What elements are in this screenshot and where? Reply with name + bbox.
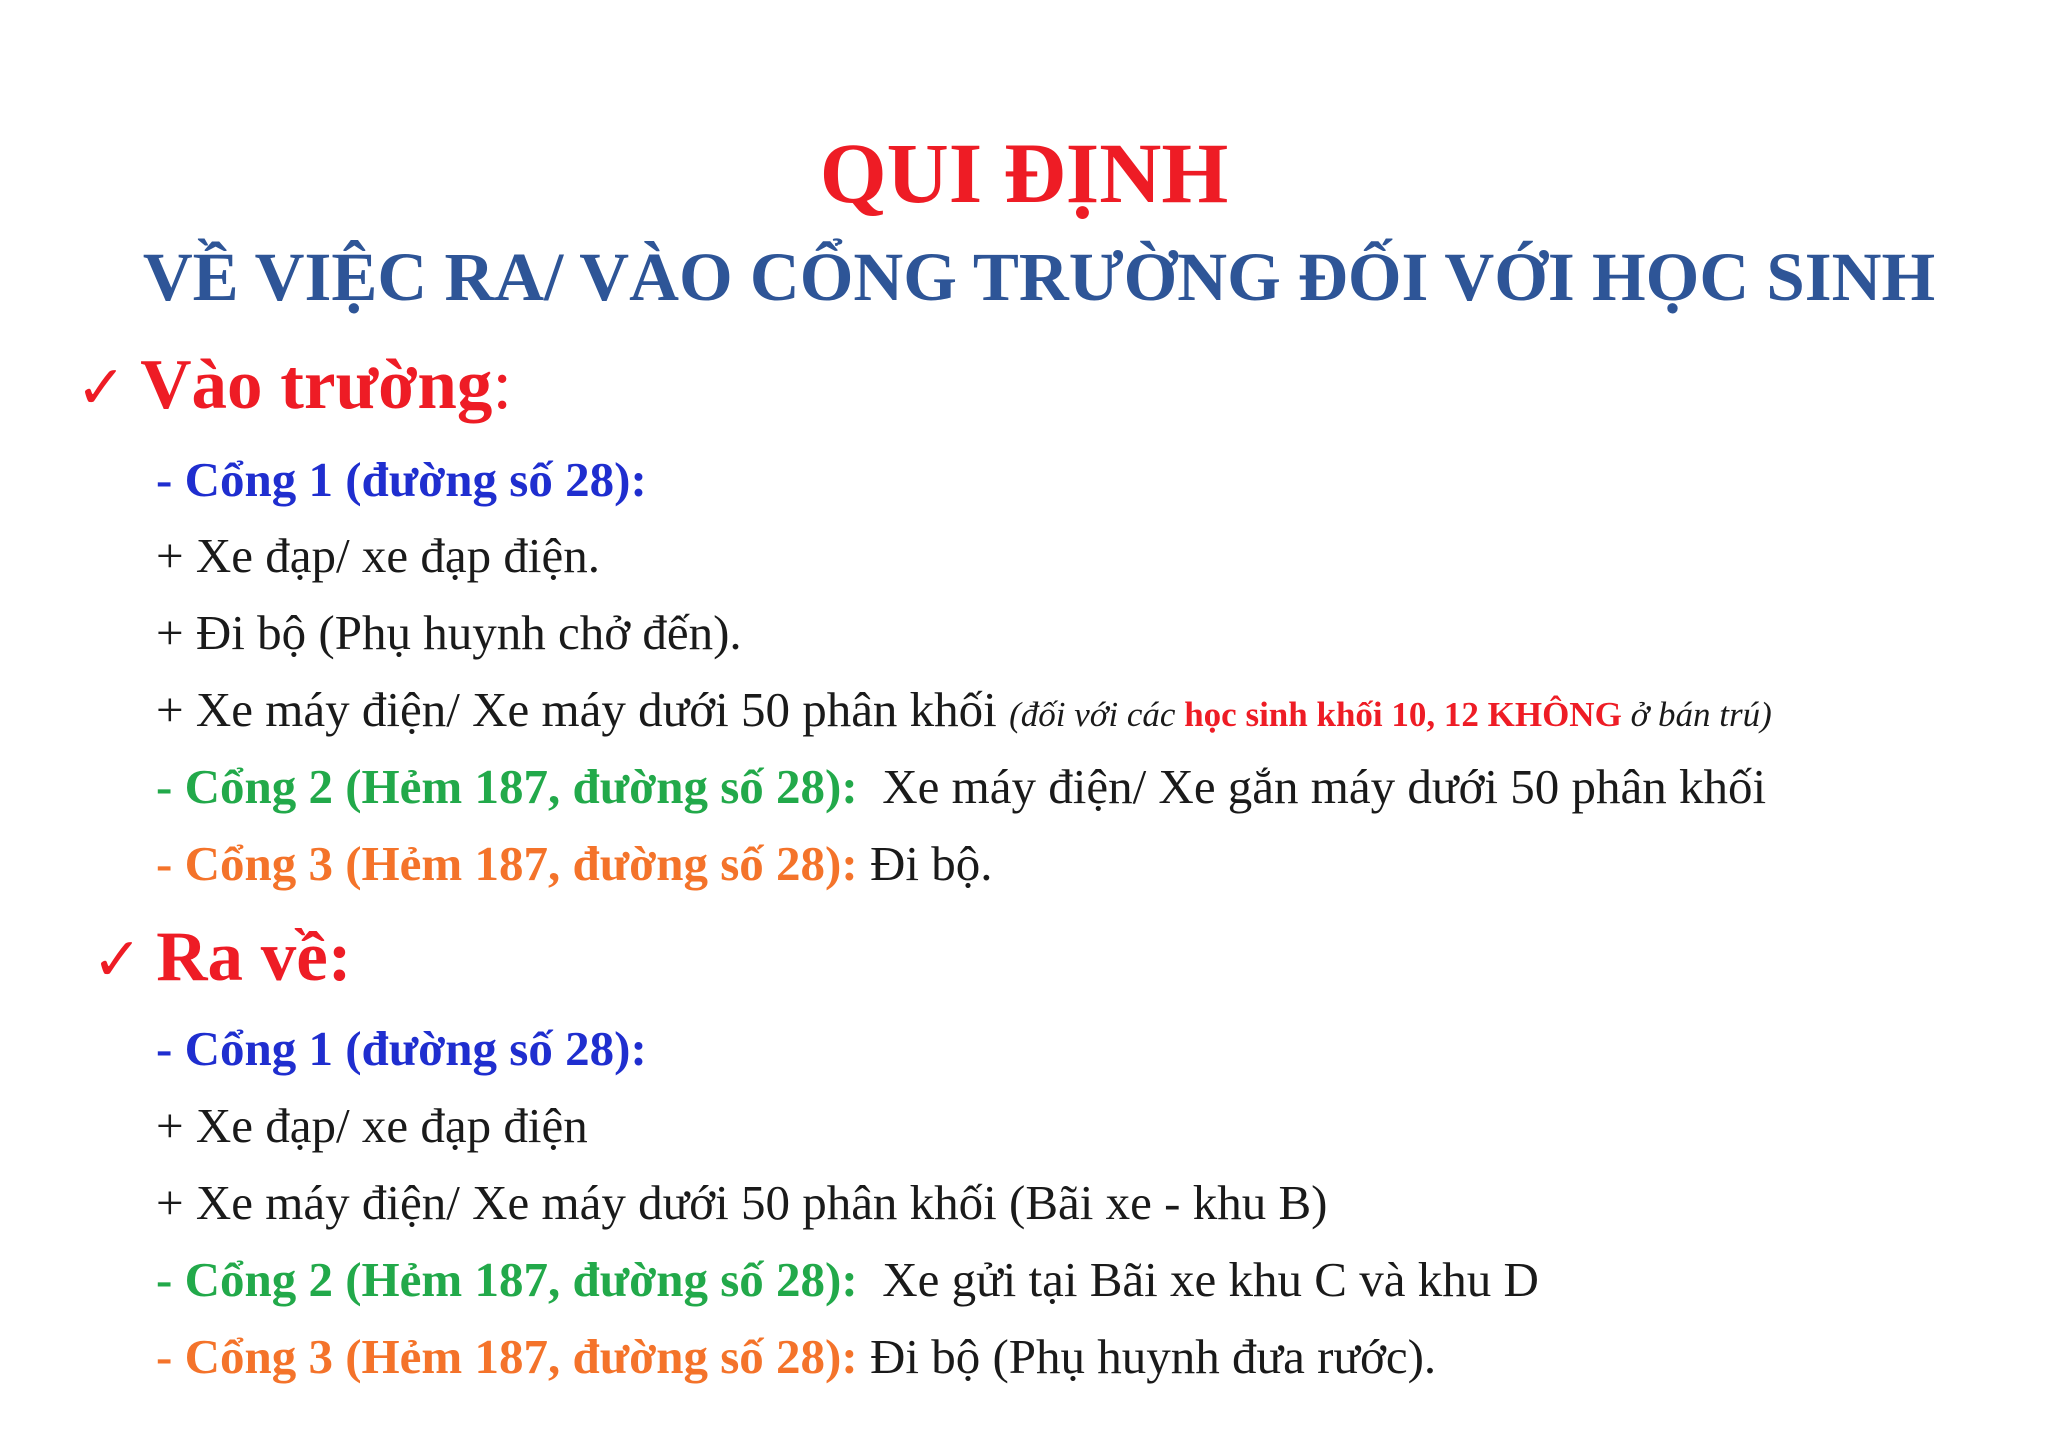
document-subtitle: VỀ VIỆC RA/ VÀO CỔNG TRƯỜNG ĐỐI VỚI HỌC SINH (142, 239, 1936, 315)
in-gate2-line (156, 755, 1766, 819)
in-gate3-text: Đi bộ. (869, 836, 993, 891)
out-gate3-text: Đi bộ (Phụ huynh đưa rước). (869, 1329, 1437, 1384)
section-heading-in-text: Vào trường (140, 346, 493, 424)
out-gate2-label: - Cổng 2 (Hẻm 187, đường số 28): (156, 1252, 858, 1307)
in-gate1-note (1009, 695, 1772, 734)
in-gate1-item-3 (156, 678, 1772, 747)
document-title: QUI ĐỊNH (819, 125, 1229, 221)
out-gate2-text: Xe gửi tại Bãi xe khu C và khu D (882, 1252, 1539, 1307)
in-gate1-label: - Cổng 1 (đường số 28): (156, 452, 647, 507)
in-gate3-label: - Cổng 3 (Hẻm 187, đường số 28): (156, 836, 858, 891)
in-gate1-note-highlight: học sinh khối 10, 12 KHÔNG (1184, 695, 1622, 734)
in-gate1-item-3-text: + Xe máy điện/ Xe máy dưới 50 phân khối (156, 682, 997, 737)
in-gate2-label: - Cổng 2 (Hẻm 187, đường số 28): (156, 759, 858, 814)
section-heading-in (76, 340, 512, 433)
out-gate3-line (156, 1325, 1436, 1389)
out-gate3-label: - Cổng 3 (Hẻm 187, đường số 28): (156, 1329, 858, 1384)
in-gate3-line (156, 832, 992, 896)
section-heading-out (92, 912, 351, 1005)
section-heading-in-colon: : (492, 346, 513, 424)
in-gate1-item-1: + Xe đạp/ xe đạp điện. (156, 528, 600, 583)
out-gate1-item-2: + Xe máy điện/ Xe máy dưới 50 phân khối (Bãi xe - khu B) (156, 1175, 1328, 1230)
out-gate2-line (156, 1248, 1539, 1312)
in-gate2-text: Xe máy điện/ Xe gắn máy dưới 50 phân khối (882, 759, 1767, 814)
checkmark-icon: ✓ (92, 925, 143, 995)
checkmark-icon: ✓ (76, 353, 127, 423)
in-gate1-note-post: ở bán trú) (1621, 695, 1772, 734)
out-gate1-label: - Cổng 1 (đường số 28): (156, 1021, 647, 1076)
in-gate1-note-pre: (đối với các (1009, 695, 1185, 734)
section-heading-out-text: Ra về: (156, 918, 352, 996)
out-gate1-item-1: + Xe đạp/ xe đạp điện (156, 1098, 588, 1153)
in-gate1-item-2: + Đi bộ (Phụ huynh chở đến). (156, 605, 742, 660)
